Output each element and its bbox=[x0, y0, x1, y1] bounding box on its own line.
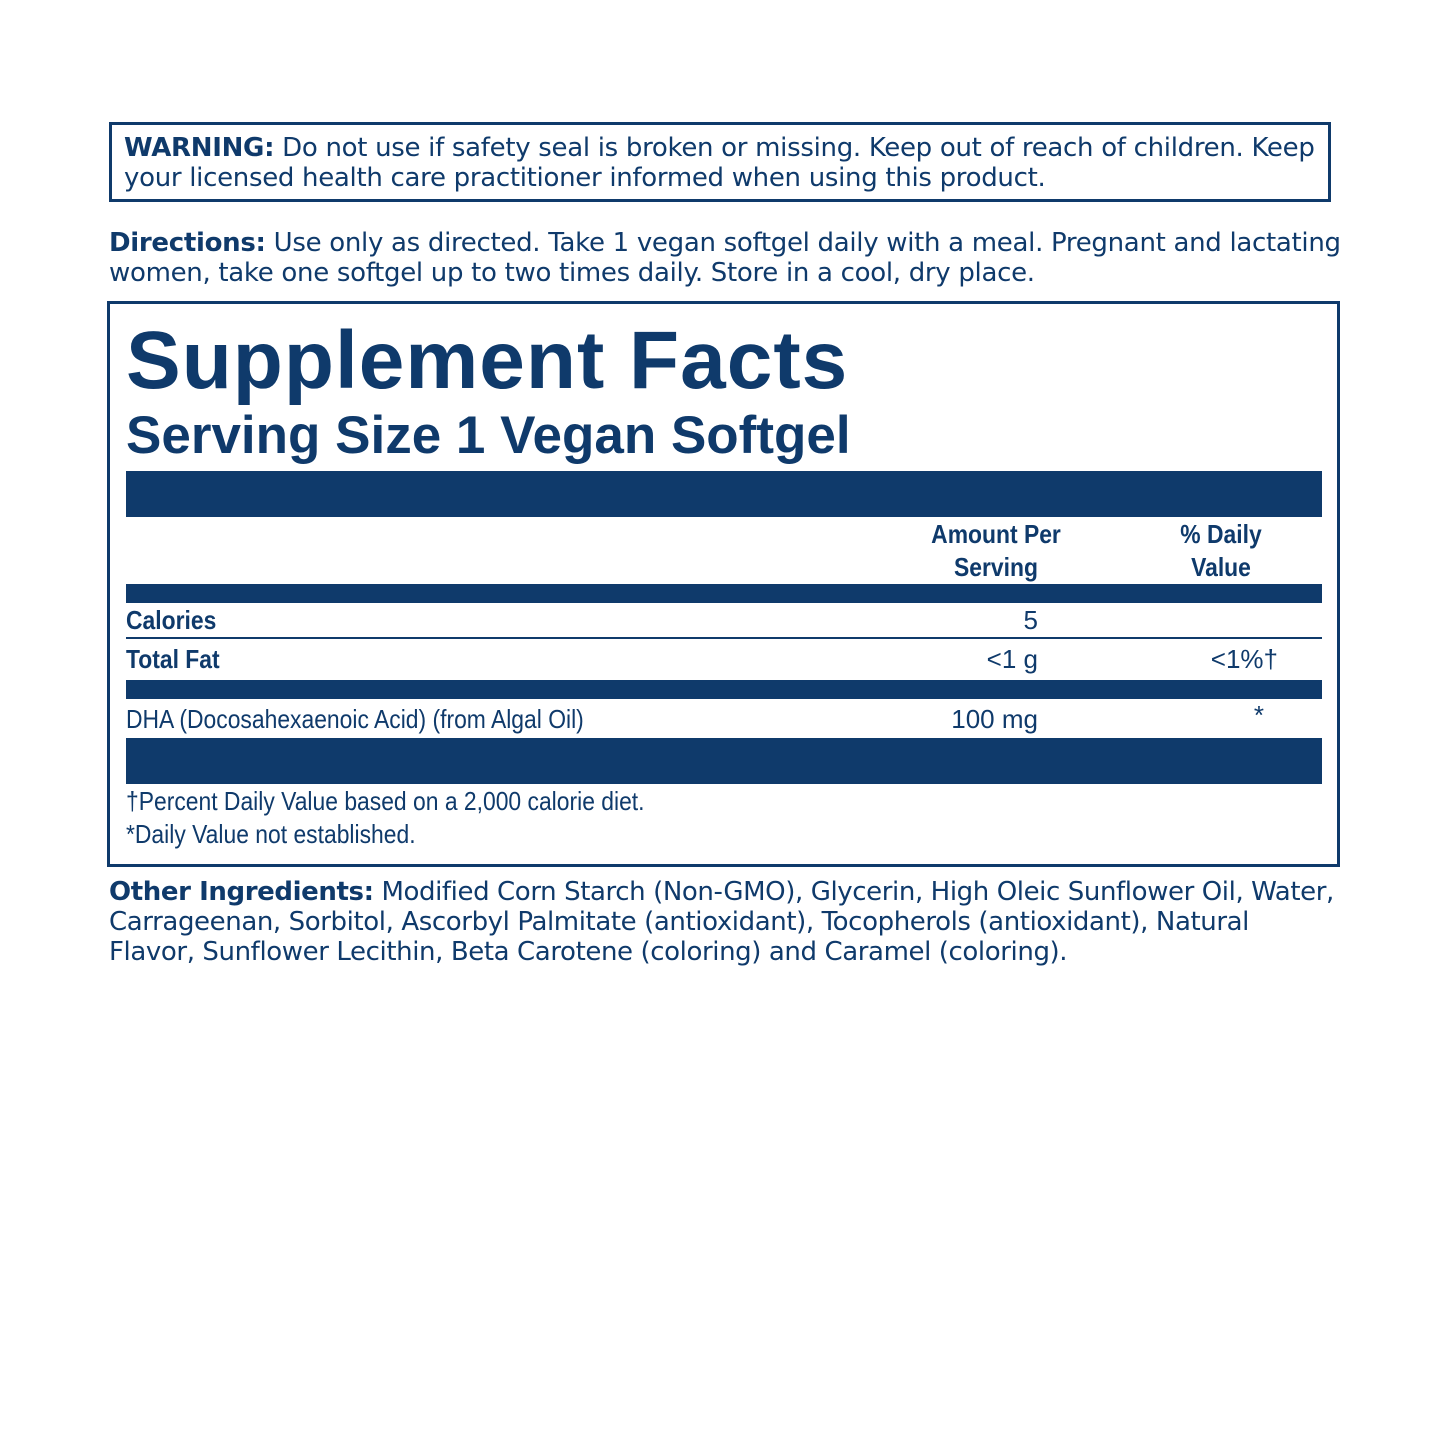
row-dha-amount: 100 mg bbox=[951, 704, 1038, 734]
other-ingredients bbox=[109, 877, 1339, 967]
directions-text: Use only as directed. Take 1 vegan softgel daily with a meal. Pregnant and lactating women, take one softgel up to two times daily. Store in a cool, dry place. bbox=[109, 228, 1341, 288]
serving-size: Serving Size 1 Vegan Softgel bbox=[126, 406, 851, 465]
column-header-daily-value: % Daily Value bbox=[1180, 519, 1262, 582]
row-dha-name: DHA (Docosahexaenoic Acid) (from Algal Oil) bbox=[126, 704, 584, 734]
row-total-fat-daily: <1%† bbox=[1210, 644, 1278, 674]
divider-bar-top bbox=[126, 471, 1322, 517]
directions bbox=[109, 228, 1349, 288]
divider-bar-bottom bbox=[126, 738, 1322, 784]
row-divider bbox=[126, 637, 1322, 639]
directions-label: Directions: bbox=[109, 228, 266, 258]
column-header-amount: Amount Per Serving bbox=[931, 519, 1061, 582]
divider-bar-header bbox=[126, 584, 1322, 603]
other-ingredients-label: Other Ingredients: bbox=[109, 877, 374, 907]
row-calories-amount: 5 bbox=[1023, 605, 1038, 635]
other-ingredients-text: Modified Corn Starch (Non-GMO), Glycerin, High Oleic Sunflower Oil, Water, Carrageenan, Sorbitol, Ascorbyl Palmitate (antioxidant), Tocopherols (antioxidant), Natural Flavor, Sunflower Lecithin, Beta Carotene (coloring) and Caramel (coloring). bbox=[109, 877, 1334, 967]
row-calories-name: Calories bbox=[126, 605, 217, 635]
warning-text: Do not use if safety seal is broken or missing. Keep out of reach of children. Keep your licensed health care practitioner informed when using this product. bbox=[124, 133, 1315, 193]
warning-label: WARNING: bbox=[124, 133, 275, 163]
divider-bar-middle bbox=[126, 680, 1322, 699]
row-total-fat-amount: <1 g bbox=[986, 644, 1038, 674]
row-total-fat-name: Total Fat bbox=[126, 644, 220, 674]
warning-box bbox=[109, 122, 1331, 202]
supplement-facts-panel bbox=[107, 301, 1340, 867]
footnote-percent-daily-value: †Percent Daily Value based on a 2,000 calorie diet. bbox=[126, 786, 645, 816]
footnote-daily-value-not-established: *Daily Value not established. bbox=[126, 819, 416, 849]
facts-title: Supplement Facts bbox=[126, 315, 849, 406]
row-dha-daily: * bbox=[1253, 700, 1264, 730]
